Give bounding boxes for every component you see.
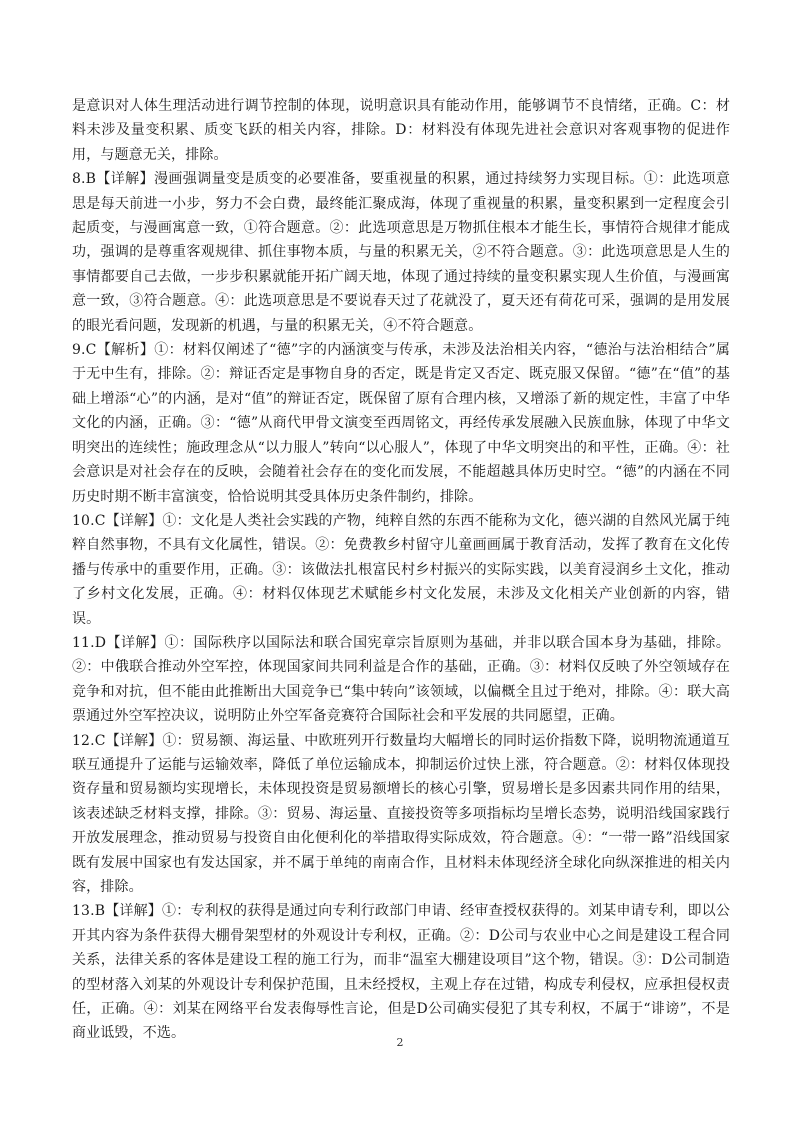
document-body (72, 94, 730, 1046)
page-number: 2 (396, 1036, 404, 1049)
paragraph-answer-11: 11.D【详解】①：国际秩序以国际法和联合国宪章宗旨原则为基础，并非以联合国本身为基础，排除。②：中俄联合推动外空军控，体现国家间共同利益是合作的基础，正确。③：材料仅反映了外空领域存在竞争和对抗，但不能由此推断出大国竞争已“集中转向”该领域，以偏概全且过于绝对，排除。④：联大高票通过外空军控决议，说明防止外空军备竞赛符合国际社会和平发展的共同愿望，正确。 (72, 634, 730, 725)
paragraph-answer-7-continued: 是意识对人体生理活动进行调节控制的体现，说明意识具有能动作用，能够调节不良情绪，正确。C：材料未涉及量变积累、质变飞跃的相关内容，排除。D：材料没有体现先进社会意识对客观事物的促进作用，与题意无关，排除。 (72, 98, 730, 163)
paragraph-answer-10: 10.C【详解】①：文化是人类社会实践的产物，纯粹自然的东西不能称为文化，德兴湖的自然风光属于纯粹自然事物，不具有文化属性，错误。②：免费教乡村留守儿童画画属于教育活动，发挥了教育在文化传播与传承中的重要作用，正确。③：该做法扎根富民村乡村振兴的实际实践，以美育浸润乡土文化，推动了乡村文化发展，正确。④：材料仅体现艺术赋能乡村文化发展，未涉及文化相关产业创新的内容，错误。 (72, 512, 730, 627)
paragraph-answer-9: 9.C【解析】①：材料仅阐述了“德”字的内涵演变与传承，未涉及法治相关内容，“德治与法治相结合”属于无中生有，排除。②：辩证否定是事物自身的否定，既是肯定又否定、既克服又保留。“德”在“值”的基础上增添“心”的内涵，是对“值”的辩证否定，既保留了原有合理内核，又增添了新的规定性，丰富了中华文化的内涵，正确。③：“德”从商代甲骨文演变至西周铭文，再经传承发展融入民族血脉，体现了中华文明突出的连续性；施政理念从“以力服人”转向“以心服人”，体现了中华文明突出的和平性，正确。④：社会意识是对社会存在的反映，会随着社会存在的变化而发展，不能超越具体历史时空。“德”的内涵在不同历史时期不断丰富演变，恰恰说明其受具体历史条件制约，排除。 (72, 342, 730, 505)
paragraph-answer-8: 8.B【详解】漫画强调量变是质变的必要准备，要重视量的积累，通过持续努力实现目标。①：此选项意思是每天前进一小步，努力不会白费，最终能汇聚成海，体现了重视量的积累，量变积累到一定程度会引起质变，与漫画寓意一致，①符合题意。②：此选项意思是万物抓住根本才能生长，事情符合规律才能成功，强调的是尊重客观规律、抓住事物本质，与量的积累无关，②不符合题意。③：此选项意思是人生的事情都要自己去做，一步步积累就能开拓广阔天地，体现了通过持续的量变积累实现人生价值，与漫画寓意一致，③符合题意。④：此选项意思是不要说春天过了花就没了，夏天还有荷花可采，强调的是用发展的眼光看问题，发现新的机遇，与量的积累无关，④不符合题意。 (72, 171, 730, 334)
paragraph-answer-13: 13.B【详解】①：专利权的获得是通过向专利行政部门申请、经审查授权获得的。刘某申请专利，即以公开其内容为条件获得大棚骨架型材的外观设计专利权，正确。②：D公司与农业中心之间是建设工程合同关系，法律关系的客体是建设工程的施工行为，而非“温室大棚建设项目”这个物，错误。③：D公司制造的型材落入刘某的外观设计专利保护范围，且未经授权，主观上存在过错，构成专利侵权，应承担侵权责任，正确。④：刘某在网络平台发表侮辱性言论，但是D公司确实侵犯了其专利权，不属于“诽谤”，不是商业诋毁，不选。 (72, 903, 730, 1042)
paragraph-answer-12: 12.C【详解】①：贸易额、海运量、中欧班列开行数量均大幅增长的同时运价指数下降，说明物流通道互联互通提升了运能与运输效率，降低了单位运输成本，抑制运价过快上涨，符合题意。②：材料仅体现投资存量和贸易额均实现增长，未体现投资是贸易额增长的核心引擎，贸易增长是多因素共同作用的结果，该表述缺乏材料支撑，排除。③：贸易、海运量、直接投资等多项指标均呈增长态势，说明沿线国家践行开放发展理念，推动贸易与投资自由化便利化的举措取得实际成效，符合题意。④：“一带一路”沿线国家既有发展中国家也有发达国家，并不属于单纯的南南合作，且材料未体现经济全球化向纵深推进的相关内容，排除。 (72, 732, 730, 895)
